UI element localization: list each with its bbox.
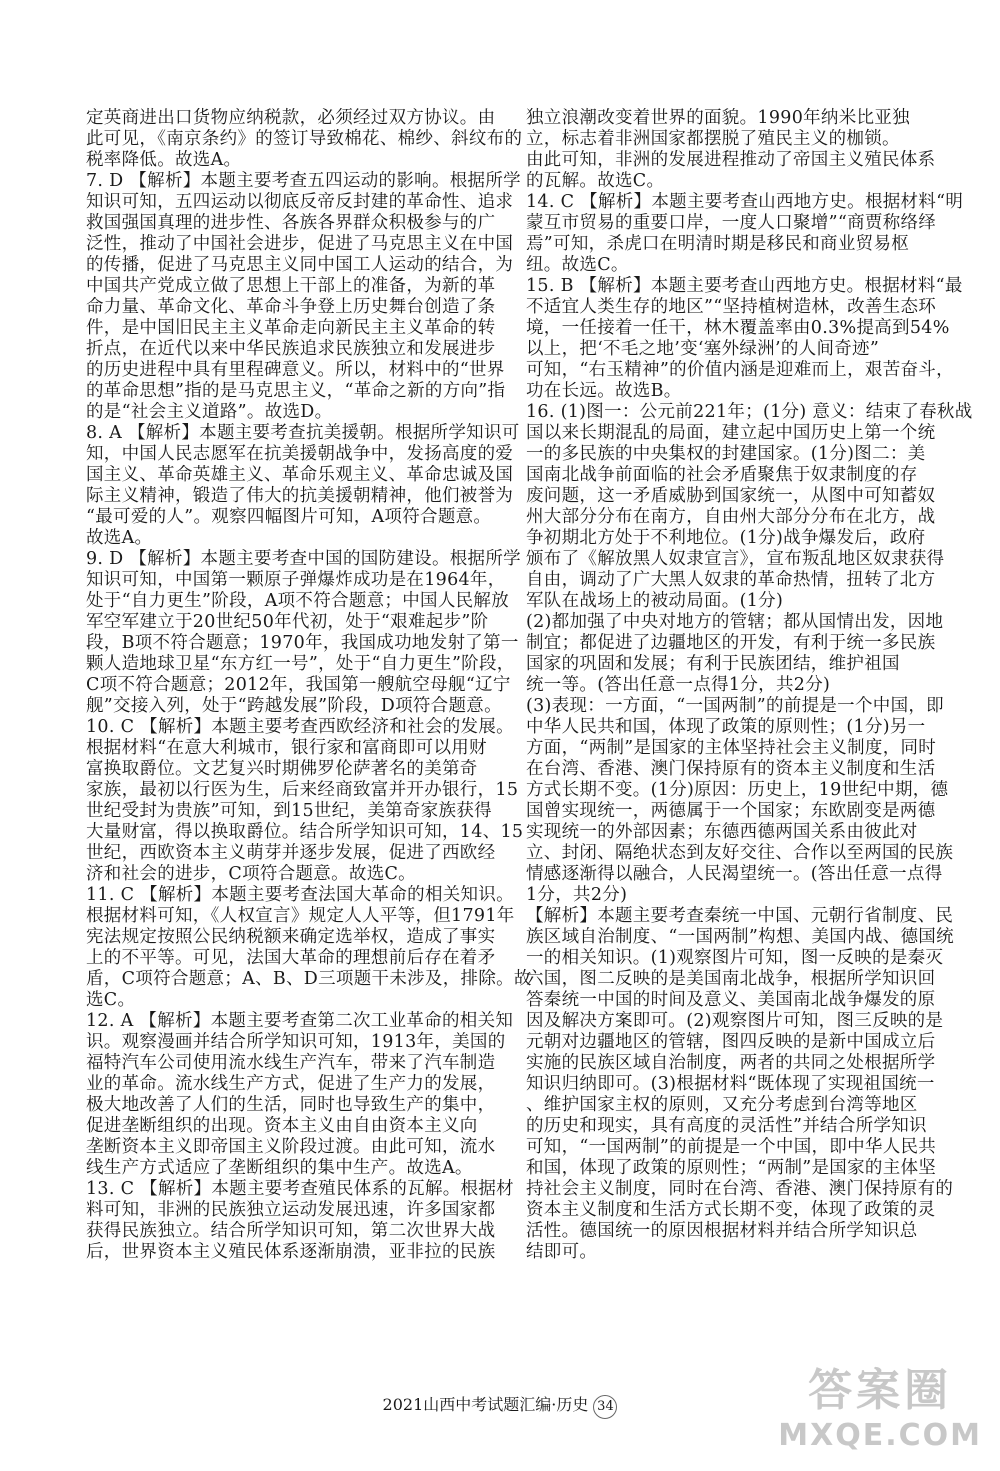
text-line: 【解析】本题主要考查秦统一中国、元朝行省制度、民	[526, 906, 954, 926]
text-line: 舰”交接入列，处于“跨越发展”阶段，D项符合题意。	[86, 696, 502, 716]
text-line: 上的不平等。可见，法国大革命的理想前后存在着矛	[86, 948, 496, 968]
text-line: 世纪，西欧资本主义萌芽并逐步发展，促进了西欧经	[86, 843, 496, 863]
text-line: 中国共产党成立做了思想上干部上的准备，为新的革	[86, 276, 496, 296]
text-line: 争初期北方处于不利地位。(1分)战争爆发后，政府	[526, 528, 926, 548]
text-line: 救国强国真理的进步性、各族各界群众积极参与的广	[86, 213, 496, 233]
text-line: 元朝对边疆地区的管辖，图四反映的是新中国成立后	[526, 1032, 936, 1052]
text-line: 情感逐渐得以融合，人民渴望统一。(答出任意一点得	[526, 864, 943, 884]
watermark-logo-text: 答案圈	[808, 1365, 953, 1416]
text-line: 13. C 【解析】本题主要考查殖民体系的瓦解。根据材	[86, 1179, 514, 1199]
text-line: 知识可知，中国第一颗原子弹爆炸成功是在1964年，	[86, 570, 506, 590]
text-line: 以上，把‘不毛之地’变‘塞外绿洲’的人间奇迹”	[526, 339, 880, 359]
text-line: 的是“社会主义道路”。故选D。	[86, 402, 333, 422]
text-line: 7. D 【解析】本题主要考查五四运动的影响。根据所学	[86, 171, 521, 191]
text-line: 知识可知，五四运动以彻底反帝反封建的革命性、追求	[86, 192, 514, 212]
text-line: 答秦统一中国的时间及意义、美国南北战争爆发的原	[526, 990, 936, 1010]
text-line: 命力量、革命文化、革命斗争登上历史舞台创造了条	[86, 297, 496, 317]
text-line: 州大部分分布在南方，自由州大部分分布在北方，战	[526, 507, 936, 527]
text-line: 根据材料可知，《人权宣言》规定人人平等，但1791年	[86, 906, 515, 926]
text-line: 泛性，推动了中国社会进步，促进了马克思主义在中国	[86, 234, 514, 254]
text-line: 国南北战争前面临的社会矛盾聚焦于奴隶制度的存	[526, 465, 918, 485]
text-line: 立，标志着非洲国家都摆脱了殖民主义的枷锁。	[526, 129, 900, 149]
text-line: 根据材料“在意大利城市，银行家和富商即可以用财	[86, 738, 487, 758]
text-line: 、维护国家主权的原则，又充分考虑到台湾等地区	[526, 1095, 918, 1115]
text-line: 际主义精神，锻造了伟大的抗美援朝精神，他们被誉为	[86, 486, 514, 506]
text-line: 制宜；都促进了边疆地区的开发，有利于统一多民族	[526, 633, 936, 653]
text-line: 持社会主义制度，同时在台湾、香港、澳门保持原有的	[526, 1179, 954, 1199]
text-line: 一的相关知识。(1)观察图片可知，图一反映的是秦灭	[526, 948, 944, 968]
text-line: 军空军建立于20世纪50年代初，处于“艰难起步”阶	[86, 612, 489, 632]
text-line: 盾，C项符合题意；A、B、D三项题干未涉及，排除。故	[86, 969, 532, 989]
text-line: 知，中国人民志愿军在抗美援朝战争中，发扬高度的爱	[86, 444, 514, 464]
text-line: 11. C 【解析】本题主要考查法国大革命的相关知识。	[86, 885, 514, 905]
text-line: 颁布了《解放黑人奴隶宣言》，宣布叛乱地区奴隶获得	[526, 549, 945, 569]
left-column	[86, 108, 532, 1263]
text-line: 件，是中国旧民主主义革命走向新民主主义革命的转	[86, 318, 496, 338]
text-line: (2)都加强了中央对地方的管辖；都从国情出发，因地	[526, 612, 944, 632]
text-line: 活性。德国统一的原因根据材料并结合所学知识总	[526, 1221, 918, 1241]
text-line: 可知，“一国两制”的前提是一个中国，即中华人民共	[526, 1137, 937, 1157]
watermark-url: MXQE.COM	[778, 1418, 982, 1453]
text-line: 的瓦解。故选C。	[526, 171, 665, 191]
text-line: 国家的巩固和发展；有利于民族团结，维护祖国	[526, 654, 900, 674]
text-line: 因及解决方案即可。(2)观察图片可知，图三反映的是	[526, 1011, 944, 1031]
text-line: 的传播，促进了马克思主义同中国工人运动的结合，为	[86, 255, 514, 275]
text-line: 识。观察漫画并结合所学知识可知，1913年，美国的	[86, 1032, 506, 1052]
text-line: 知识归纳即可。(3)根据材料“既体现了实现祖国统一	[526, 1074, 935, 1094]
text-line: 焉”可知，杀虎口在明清时期是移民和商业贸易枢	[526, 234, 910, 254]
text-line: 16. (1)图一：公元前221年；(1分) 意义：结束了春秋战	[526, 402, 973, 422]
text-line: 后，世界资本主义殖民体系逐渐崩溃，亚非拉的民族	[86, 1242, 496, 1262]
text-line: 蒙互市贸易的重要口岸，一度人口聚增”“商贾称络绎	[526, 213, 937, 233]
text-line: 获得民族独立。结合所学知识可知，第二次世界大战	[86, 1221, 496, 1241]
text-line: 料可知，非洲的民族独立运动发展迅速，许多国家都	[86, 1200, 496, 1220]
text-line: 一的多民族的中央集权的封建国家。(1分)图二：美	[526, 444, 926, 464]
text-line: 世纪受封为贵族”可知，到15世纪，美第奇家族获得	[86, 801, 492, 821]
text-line: C项不符合题意；2012年，我国第一艘航空母舰“辽宁	[86, 675, 511, 695]
text-line: 的革命思想”指的是马克思主义，“革命之新的方向”指	[86, 381, 506, 401]
text-line: 极大地改善了人们的生活，同时也导致生产的集中，	[86, 1095, 496, 1115]
text-line: 富换取爵位。文艺复兴时期佛罗伦萨著名的美第奇	[86, 759, 478, 779]
text-line: 国主义、革命英雄主义、革命乐观主义、革命忠诚及国	[86, 465, 514, 485]
text-line: 线生产方式适应了垄断组织的集中生产。故选A。	[86, 1158, 473, 1178]
text-line: 故选A。	[86, 528, 153, 548]
text-line: 军队在战场上的被动局面。(1分)	[526, 591, 784, 611]
text-line: 方式长期不变。(1分)原因：历史上，19世纪中期，德	[526, 780, 949, 800]
text-line: 济和社会的进步，C项符合题意。故选C。	[86, 864, 416, 884]
text-line: 税率降低。故选A。	[86, 150, 242, 170]
text-line: 统一等。(答出任意一点得1分，共2分)	[526, 675, 831, 695]
text-line: 福特汽车公司使用流水线生产汽车，带来了汽车制造	[86, 1053, 496, 1073]
watermark	[778, 1354, 982, 1453]
page-number: 34	[593, 1395, 617, 1419]
text-line: 和国，体现了政策的原则性；“两制”是国家的主体坚	[526, 1158, 937, 1178]
text-line: 实施的民族区域自治制度，两者的共同之处根据所学	[526, 1053, 936, 1073]
text-line: 宪法规定按照公民纳税额来确定选举权，造成了事实	[86, 927, 496, 947]
text-line: 族区域自治制度、“一国两制”构想、美国内战、德国统	[526, 927, 954, 947]
text-line: 12. A 【解析】本题主要考查第二次工业革命的相关知	[86, 1011, 514, 1031]
text-line: 国以来长期混乱的局面，建立起中国历史上第一个统	[526, 423, 936, 443]
text-line: 15. B 【解析】本题主要考查山西地方史。根据材料“最	[526, 276, 963, 296]
text-line: 自由，调动了广大黑人奴隶的革命热情，扭转了北方	[526, 570, 936, 590]
text-line: 废问题，这一矛盾威胁到国家统一，从图中可知蓄奴	[526, 486, 936, 506]
text-line: 促进垄断组织的出现。资本主义由自由资本主义向	[86, 1116, 478, 1136]
text-line: 颗人造地球卫星“东方红一号”，处于“自力更生”阶段，	[86, 654, 515, 674]
right-column	[526, 108, 973, 1263]
text-line: 结即可。	[526, 1242, 598, 1262]
text-line: 独立浪潮改变着世界的面貌。1990年纳米比亚独	[526, 108, 910, 128]
text-line: 10. C 【解析】本题主要考查西欧经济和社会的发展。	[86, 717, 514, 737]
text-line: 资本主义制度和生活方式长期不变，体现了政策的灵	[526, 1200, 936, 1220]
text-line: 段，B项不符合题意；1970年，我国成功地发射了第一	[86, 633, 519, 653]
text-line: 由此可知，非洲的发展进程推动了帝国主义殖民体系	[526, 150, 936, 170]
text-line: 的历史进程中具有里程碑意义。所以，材料中的“世界	[86, 360, 505, 380]
text-line: 定英商进出口货物应纳税款，必须经过双方协议。由	[86, 108, 496, 128]
text-line: 选C。	[86, 990, 136, 1010]
text-line: 业的革命。流水线生产方式，促进了生产力的发展，	[86, 1074, 496, 1094]
text-line: 9. D 【解析】本题主要考查中国的国防建设。根据所学	[86, 549, 521, 569]
text-line: 的历史和现实，具有高度的灵活性”并结合所学知识	[526, 1116, 927, 1136]
text-line: 垄断资本主义即帝国主义阶段过渡。由此可知，流水	[86, 1137, 496, 1157]
text-line: 8. A 【解析】本题主要考查抗美援朝。根据所学知识可	[86, 423, 520, 443]
text-line: 方面，“两制”是国家的主体坚持社会主义制度，同时	[526, 738, 937, 758]
text-line: 六国，图二反映的是美国南北战争，根据所学知识回	[526, 969, 936, 989]
text-line: “最可爱的人”。观察四幅图片可知，A项符合题意。	[86, 507, 492, 527]
text-line: (3)表现：一方面，“一国两制”的前提是一个中国，即	[526, 696, 944, 716]
text-line: 国曾实现统一，两德属于一个国家；东欧剧变是两德	[526, 801, 936, 821]
text-line: 中华人民共和国，体现了政策的原则性；(1分)另一	[526, 717, 926, 737]
footer-title: 2021山西中考试题汇编·历史	[382, 1395, 589, 1414]
text-line: 大量财富，得以换取爵位。结合所学知识可知，14、15	[86, 822, 524, 842]
text-line: 立、封闭、隔绝状态到友好交往、合作以至两国的民族	[526, 843, 954, 863]
text-line: 1分，共2分)	[526, 885, 628, 905]
text-line: 功在长远。故选B。	[526, 381, 682, 401]
text-line: 14. C 【解析】本题主要考查山西地方史。根据材料“明	[526, 192, 964, 212]
text-line: 不适宜人类生存的地区”“坚持植树造林，改善生态环	[526, 297, 937, 317]
text-line: 此可见，《南京条约》的签订导致棉花、棉纱、斜纹布的	[86, 129, 523, 149]
text-line: 在台湾、香港、澳门保持原有的资本主义制度和生活	[526, 759, 936, 779]
text-line: 境，一任接着一任干，林木覆盖率由0.3%提高到54%	[526, 318, 950, 338]
text-line: 家族，最初以行医为生，后来经商致富并开办银行，15	[86, 780, 519, 800]
text-line: 折点，在近代以来中华民族追求民族独立和发展进步	[86, 339, 496, 359]
text-line: 实现统一的外部因素；东德西德两国关系由彼此对	[526, 822, 918, 842]
text-line: 处于“自力更生”阶段，A项不符合题意；中国人民解放	[86, 591, 510, 611]
text-line: 纽。故选C。	[526, 255, 629, 275]
text-line: 可知，“右玉精神”的价值内涵是迎难而上，艰苦奋斗，	[526, 360, 954, 380]
